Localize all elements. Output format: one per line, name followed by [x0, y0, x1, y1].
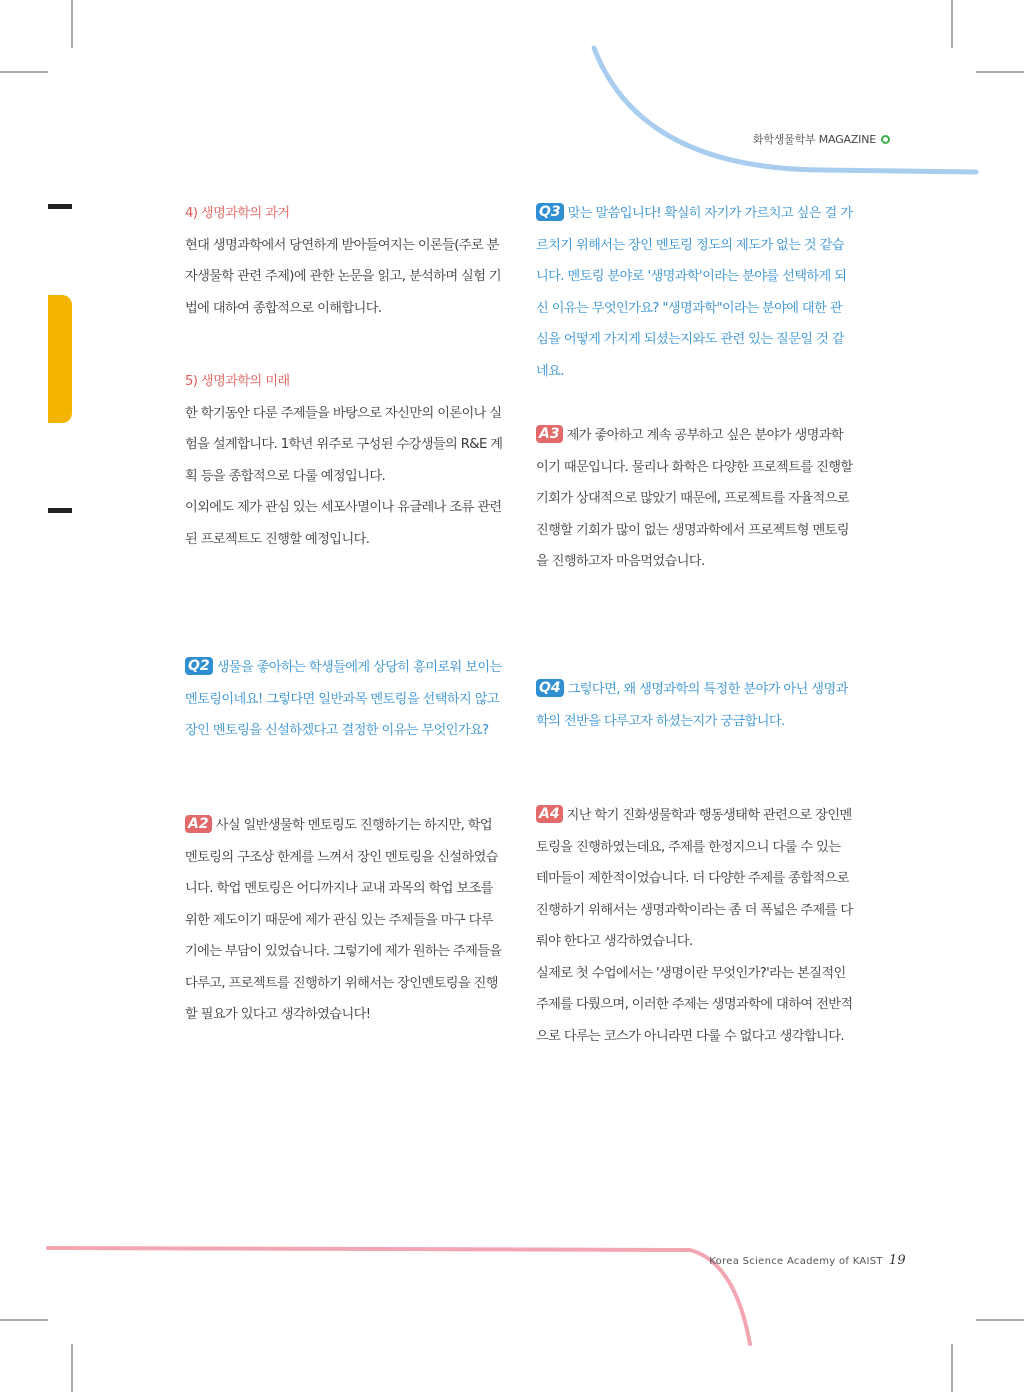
- question-text: 그렇다면, 왜 생명과학의 특정한 분야가 아닌 생명과학의 전반을 다루고자 하셨는지가 궁금합니다.: [536, 682, 848, 729]
- section-text: 현대 생명과학에서 당연하게 받아들여지는 이론들(주로 분자생물학 관련 주제)에 관한 논문을 읽고, 분석하며 실험 기법에 대하여 종합적으로 이해합니다.: [185, 237, 502, 316]
- page-number: 19: [888, 1253, 906, 1268]
- section-4: [185, 198, 503, 324]
- answer-3: [536, 420, 854, 578]
- answer-text: 지난 학기 진화생물학과 행동생태학 관련으로 장인멘토링을 진행하였는데요, 주제를 한정지으니 다룰 수 있는 테마들이 제한적이었습니다. 더 다양한 주제를 종합적으로 진행하기 위해서는 생명과학이라는 좀 더 폭넓은 주제를 다뤄야 한다고 생각하였습니다.: [536, 808, 853, 949]
- circle-icon: [881, 135, 890, 144]
- answer-badge: A4: [536, 805, 563, 823]
- side-mark: [48, 508, 72, 513]
- section-heading: 5) 생명과학의 미래: [185, 374, 290, 389]
- section-heading: 4) 생명과학의 과거: [185, 206, 290, 221]
- header-arc: [594, 48, 976, 172]
- section-text: 한 학기동안 다룬 주제들을 바탕으로 자신만의 이론이나 실험을 설계합니다. 1학년 위주로 구성된 수강생들의 R&E 계획 등을 종합적으로 다룰 예정입니다.: [185, 405, 503, 484]
- answer-badge: A2: [185, 815, 212, 833]
- footer: [709, 1253, 906, 1268]
- question-4: [536, 674, 854, 737]
- question-2: [185, 652, 503, 747]
- question-badge: Q4: [536, 679, 564, 697]
- question-text: 생물을 좋아하는 학생들에게 상당히 흥미로워 보이는 멘토링이네요! 그렇다면 일반과목 멘토링을 선택하지 않고 장인 멘토링을 신설하겠다고 결정한 이유는 무엇인가요?: [185, 660, 502, 738]
- answer-badge: A3: [536, 425, 563, 443]
- header-title: 화학생물학부 MAGAZINE: [752, 133, 876, 146]
- answer-text: 제가 좋아하고 계속 공부하고 싶은 분야가 생명과학이기 때문입니다. 물리나 화학은 다양한 프로젝트를 진행할 기회가 상대적으로 많았기 때문에, 프로젝트를 자율적으로 진행할 기회가 많이 없는 생명과학에서 프로젝트형 멘토링을 진행하고자 마음먹었습니다.: [536, 428, 853, 569]
- answer-text: 사실 일반생물학 멘토링도 진행하기는 하지만, 학업 멘토링의 구조상 한계를 느껴서 장인 멘토링을 신설하였습니다. 학업 멘토링은 어디까지나 교내 과목의 학업 보조를 위한 제도이기 때문에 제가 관심 있는 주제들을 마구 다루기에는 부담이 있었습니다. 그렇기에 제가 원하는 주제들을 다루고, 프로젝트를 진행하기 위해서는 장인멘토링을 진행할 필요가 있다고 생각하였습니다!: [185, 818, 502, 1022]
- question-3: [536, 198, 854, 387]
- footer-arc: [48, 1248, 750, 1344]
- answer-2: [185, 810, 503, 1031]
- answer-text: 실제로 첫 수업에서는 '생명이란 무엇인가?'라는 본질적인 주제를 다뤘으며, 이러한 주제는 생명과학에 대하여 전반적으로 다루는 코스가 아니라면 다룰 수 없다고 생각합니다.: [536, 965, 853, 1044]
- side-mark: [48, 204, 72, 209]
- answer-4: [536, 800, 854, 1052]
- footer-org: Korea Science Academy of KAIST: [709, 1256, 883, 1267]
- side-tab: [48, 295, 72, 423]
- section-5: [185, 366, 503, 555]
- question-badge: Q3: [536, 203, 564, 221]
- header: [753, 131, 890, 147]
- question-badge: Q2: [185, 657, 213, 675]
- section-text: 이외에도 제가 관심 있는 세포사멸이나 유글레나 조류 관련된 프로젝트도 진행할 예정입니다.: [185, 500, 502, 547]
- question-text: 맞는 말씀입니다! 확실히 자기가 가르치고 싶은 걸 가르치기 위해서는 장인 멘토링 정도의 제도가 없는 것 같습니다. 멘토링 분야로 '생명과학'이라는 분야를 선택하게 되신 이유는 무엇인가요? "생명과학"이라는 분야에 대한 관심을 어떻게 가지게 되셨는지와도 관련 있는 질문일 것 같네요.: [536, 206, 853, 379]
